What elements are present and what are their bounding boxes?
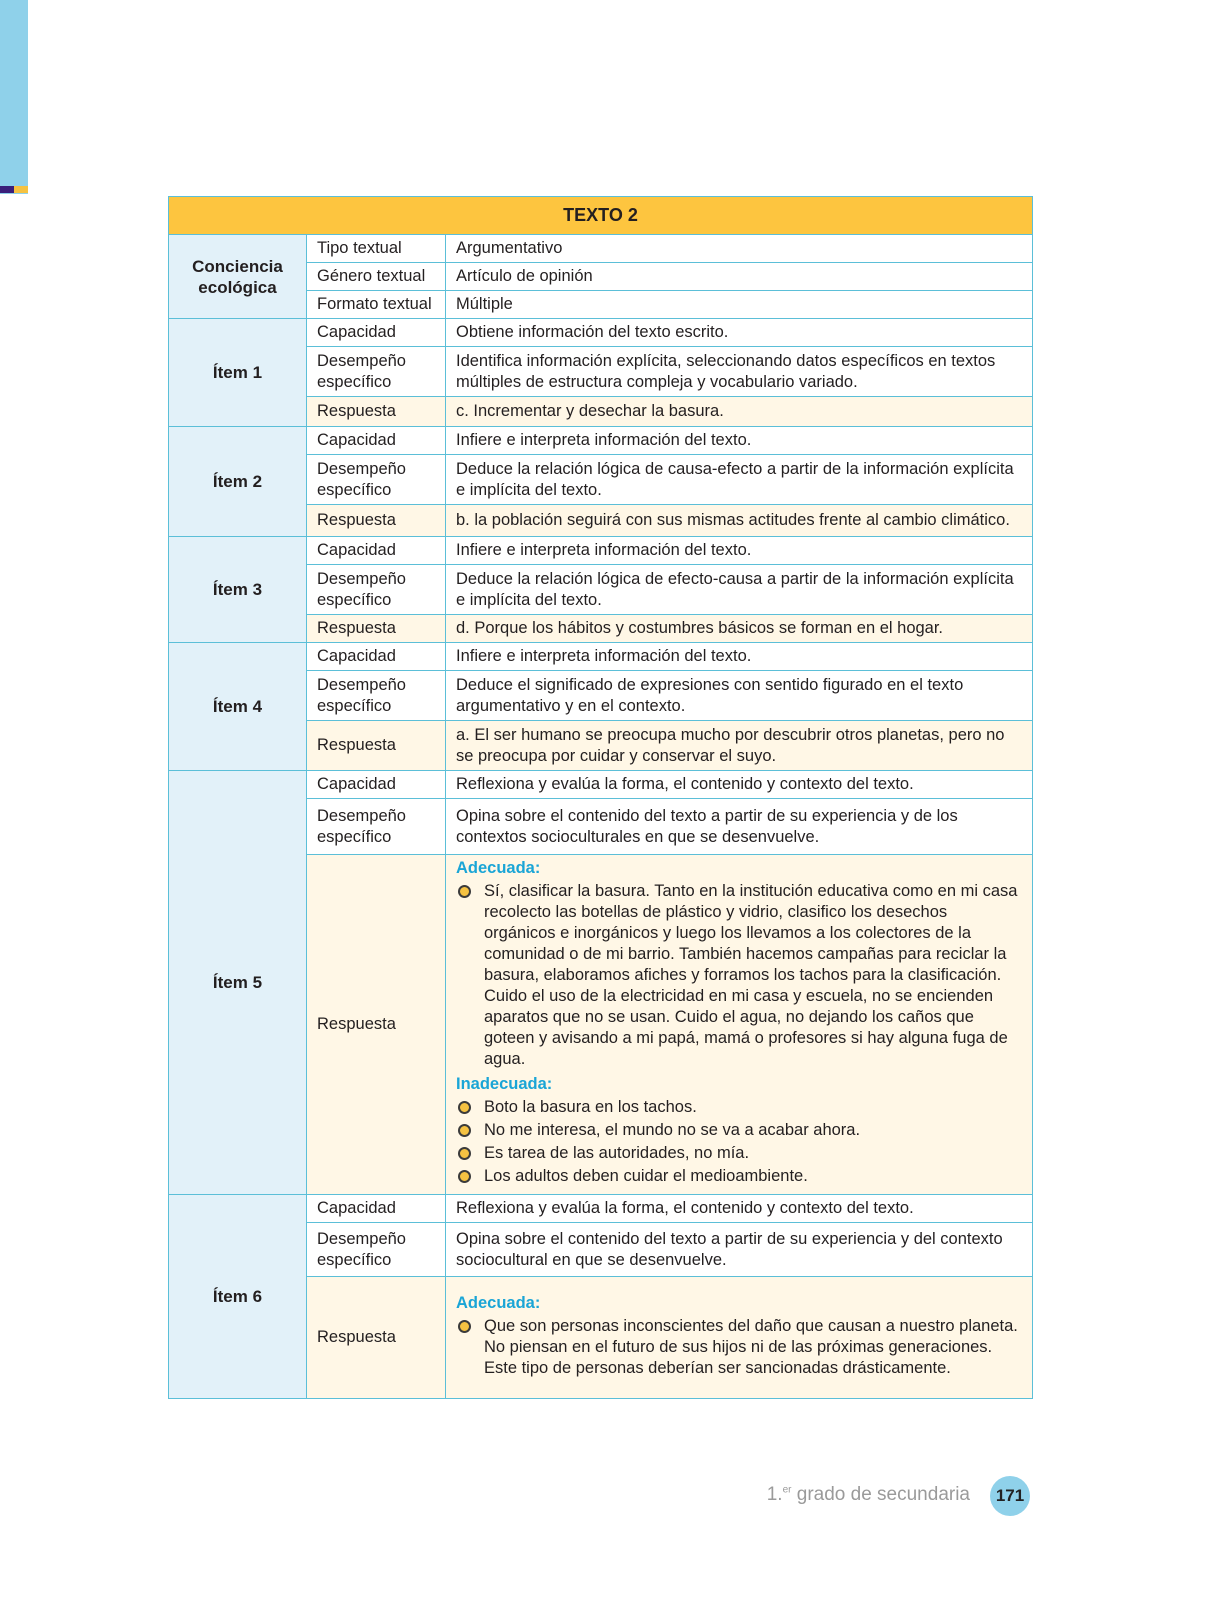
list-item: Es tarea de las autoridades, no mía. [456,1143,1022,1164]
item-1-desempeno: Identifica información explícita, seleccionando datos específicos en textos múltiples de estructura compleja y vocabulario variado. [446,347,1033,397]
desempeno-label: Desempeño específico [307,799,446,855]
respuesta-label: Respuesta [307,505,446,537]
bullet-circle-icon [458,1170,471,1183]
capacidad-label: Capacidad [307,319,446,347]
adecuada-list [456,1316,1022,1379]
desempeno-label: Desempeño específico [307,455,446,505]
item-1-respuesta: c. Incrementar y desechar la basura. [446,397,1033,427]
capacidad-label: Capacidad [307,643,446,671]
row-label: Formato textual [307,291,446,319]
item-6-capacidad: Reflexiona y evalúa la forma, el contenido y contexto del texto. [446,1195,1033,1223]
capacidad-label: Capacidad [307,537,446,565]
item-1-label: Ítem 1 [169,319,307,427]
row-label: Género textual [307,263,446,291]
row-value: Múltiple [446,291,1033,319]
list-item: Los adultos deben cuidar el medioambiente. [456,1166,1022,1187]
item-5-capacidad: Reflexiona y evalúa la forma, el contenido y contexto del texto. [446,771,1033,799]
capacidad-label: Capacidad [307,1195,446,1223]
desempeno-label: Desempeño específico [307,347,446,397]
bullet-circle-icon [458,1147,471,1160]
item-3-respuesta: d. Porque los hábitos y costumbres básicos se forman en el hogar. [446,615,1033,643]
inadecuada-list [456,1097,1022,1187]
desempeno-label: Desempeño específico [307,671,446,721]
respuesta-label: Respuesta [307,721,446,771]
item-4-capacidad: Infiere e interpreta información del texto. [446,643,1033,671]
rubric-table [168,196,1033,1399]
respuesta-label: Respuesta [307,615,446,643]
item-2-respuesta: b. la población seguirá con sus mismas actitudes frente al cambio climático. [446,505,1033,537]
bullet-circle-icon [458,1124,471,1137]
list-item: Sí, clasificar la basura. Tanto en la institución educativa como en mi casa recolecto las botellas de plástico y vidrio, clasifico los desechos orgánicos e inorgánicos y luego los llevamos a los colectores de la comunidad o de mi barrio. También hacemos campañas para reciclar la basura, elaboramos afiches y forramos los tachos para la clasificación. Cuido el uso de la electricidad en mi casa y escuela, no se encienden aparatos que no se usan. Cuido el agua, no dejando los caños que goteen y avisando a mi papá, mamá o profesores si hay alguna fuga de agua. [456,881,1022,1070]
adecuada-heading: Adecuada: [456,1293,541,1312]
item-6-label: Ítem 6 [169,1195,307,1399]
item-5-label: Ítem 5 [169,771,307,1195]
page-number: 171 [990,1476,1030,1516]
item-3-capacidad: Infiere e interpreta información del texto. [446,537,1033,565]
inadecuada-heading: Inadecuada: [456,1075,553,1093]
item-4-respuesta: a. El ser humano se preocupa mucho por descubrir otros planetas, pero no se preocupa por cuidar y conservar el suyo. [446,721,1033,771]
desempeno-label: Desempeño específico [307,1223,446,1277]
desempeno-label: Desempeño específico [307,565,446,615]
respuesta-label: Respuesta [307,397,446,427]
capacidad-label: Capacidad [307,427,446,455]
table-title: TEXTO 2 [169,197,1033,235]
item-2-desempeno: Deduce la relación lógica de causa-efecto a partir de la información explícita e implícita del texto. [446,455,1033,505]
footer-grade: 1.$^{er}$ grado de secundaria [766,1484,970,1505]
adecuada-heading: Adecuada: [456,859,541,877]
item-2-label: Ítem 2 [169,427,307,537]
row-value: Argumentativo [446,235,1033,263]
item-3-desempeno: Deduce la relación lógica de efecto-causa a partir de la información explícita e implícita del texto. [446,565,1033,615]
side-mark-purple [0,186,14,193]
list-item: Boto la basura en los tachos. [456,1097,1022,1118]
list-item: Que son personas inconscientes del daño que causan a nuestro planeta. No piensan en el futuro de sus hijos ni de las próximas generaciones. Este tipo de personas deberían ser sancionadas drásticamente. [456,1316,1022,1379]
bullet-circle-icon [458,1101,471,1114]
adecuada-list [456,881,1022,1070]
side-mark-yellow [14,186,28,193]
bullet-circle-icon [458,885,471,898]
item-1-capacidad: Obtiene información del texto escrito. [446,319,1033,347]
respuesta-label: Respuesta [307,855,446,1195]
item-5-desempeno: Opina sobre el contenido del texto a partir de su experiencia y de los contextos socioculturales en que se desenvuelve. [446,799,1033,855]
respuesta-label: Respuesta [307,1277,446,1399]
group-conciencia: Conciencia ecológica [169,235,307,319]
item-3-label: Ítem 3 [169,537,307,643]
item-5-respuesta [446,855,1033,1195]
item-4-desempeno: Deduce el significado de expresiones con sentido figurado en el texto argumentativo y en el contexto. [446,671,1033,721]
item-4-label: Ítem 4 [169,643,307,771]
item-2-capacidad: Infiere e interpreta información del texto. [446,427,1033,455]
list-item: No me interesa, el mundo no se va a acabar ahora. [456,1120,1022,1141]
side-color-bar [0,0,28,194]
item-6-desempeno: Opina sobre el contenido del texto a partir de su experiencia y del contexto sociocultural en que se desenvuelve. [446,1223,1033,1277]
bullet-circle-icon [458,1320,471,1333]
row-value: Artículo de opinión [446,263,1033,291]
row-label: Tipo textual [307,235,446,263]
item-6-respuesta [446,1277,1033,1399]
capacidad-label: Capacidad [307,771,446,799]
